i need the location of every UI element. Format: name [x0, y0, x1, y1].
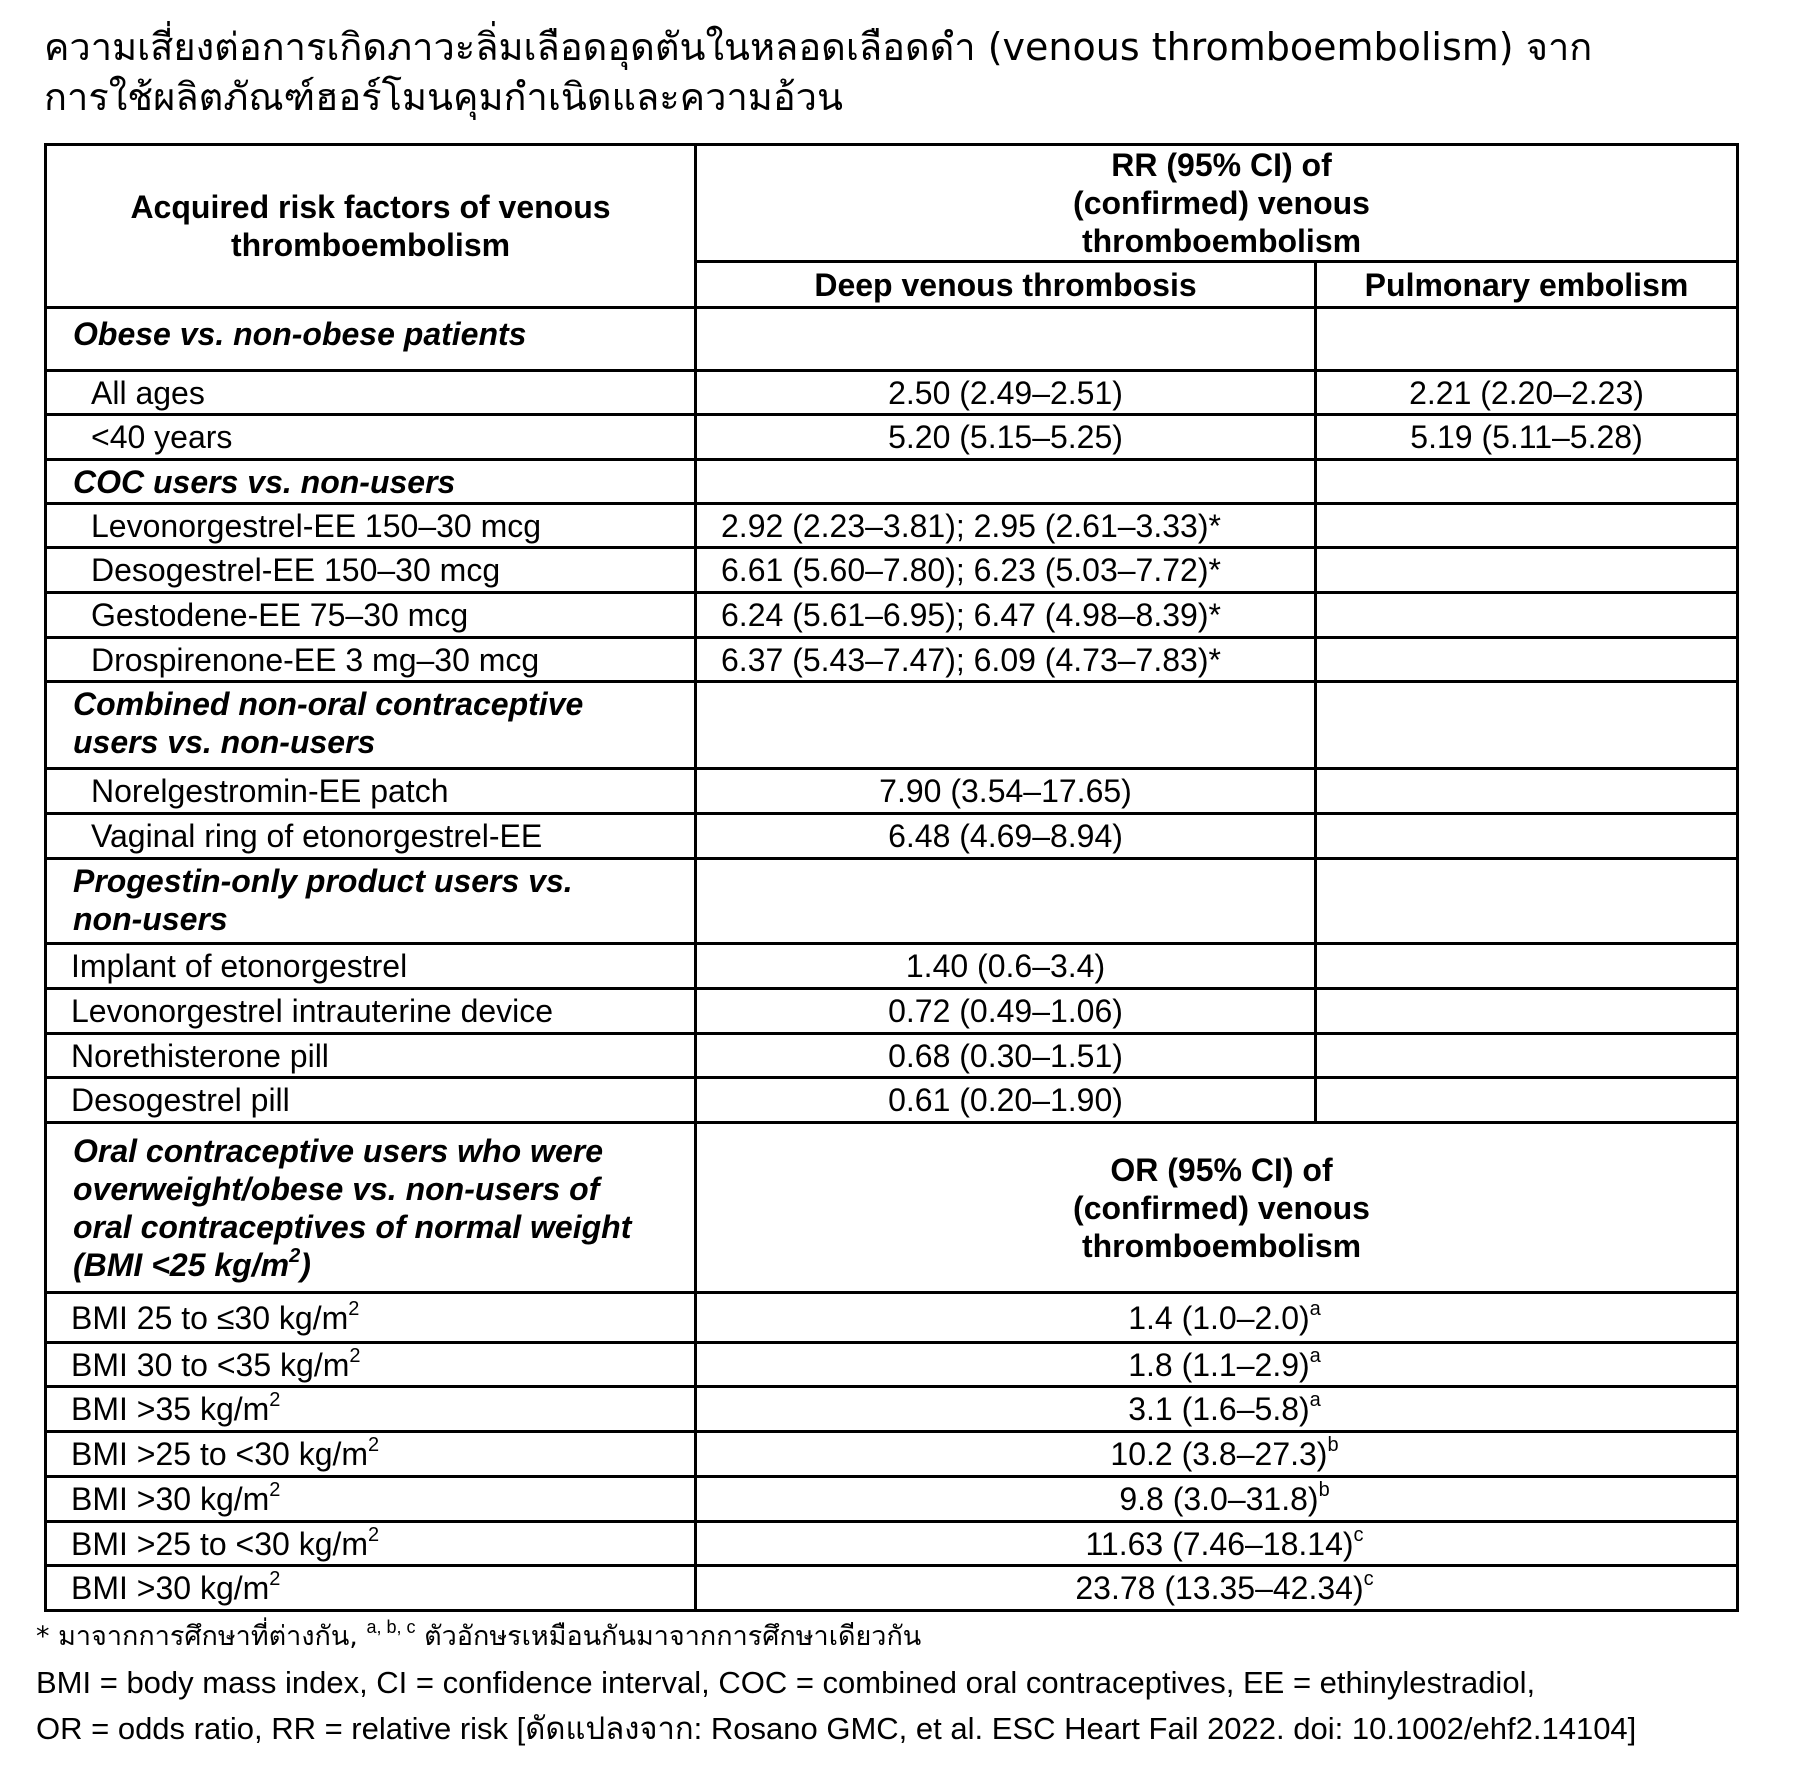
pe-value: [1316, 944, 1738, 989]
superscript: 2: [368, 1523, 380, 1546]
section-label-oral-bmi-text: Oral contraceptive users who were overweight/obese vs. non-users of oral contraceptives of normal weight (BMI <25 kg/m: [73, 1132, 632, 1283]
factor-text: BMI >30 kg/m: [71, 1570, 270, 1606]
pe-value: [1316, 548, 1738, 593]
or-value: [696, 1343, 1738, 1387]
or-text: 1.4 (1.0–2.0): [1128, 1299, 1310, 1336]
header-dvt: Deep venous thrombosis: [696, 262, 1316, 308]
dvt-value: 6.61 (5.60–7.80); 6.23 (5.03–7.72)*: [696, 548, 1316, 593]
or-value: [696, 1522, 1738, 1566]
factor-cell: Implant of etonorgestrel: [46, 944, 696, 989]
reference-mark: c: [1363, 1568, 1374, 1591]
empty-cell: [1316, 859, 1738, 944]
section-row: [46, 460, 1738, 504]
or-value: [696, 1566, 1738, 1611]
section-row: [46, 859, 1738, 944]
table-row: [46, 814, 1738, 859]
table-row: [46, 1293, 1738, 1343]
reference-mark: a: [1309, 1344, 1321, 1367]
factor-text: BMI 25 to ≤30 kg/m: [71, 1299, 349, 1336]
section-label-coc: COC users vs. non-users: [46, 460, 696, 504]
or-value: [696, 1293, 1738, 1343]
section-row: [46, 682, 1738, 769]
header-pe: Pulmonary embolism: [1316, 262, 1738, 308]
pe-value: [1316, 638, 1738, 682]
empty-cell: [1316, 308, 1738, 371]
factor-cell: [46, 1432, 696, 1477]
reference-mark: a: [1309, 1297, 1321, 1320]
dvt-value: 6.48 (4.69–8.94): [696, 814, 1316, 859]
header-or-group: OR (95% CI) of (confirmed) venous thromboembolism: [696, 1123, 1738, 1293]
factor-cell: [46, 1343, 696, 1387]
table-row: [46, 1477, 1738, 1522]
dvt-value: 6.37 (5.43–7.47); 6.09 (4.73–7.83)*: [696, 638, 1316, 682]
superscript: 2: [349, 1344, 361, 1367]
table-row: [46, 1522, 1738, 1566]
table-header-row: [46, 145, 1738, 262]
table-row: [46, 548, 1738, 593]
dvt-value: 6.24 (5.61–6.95); 6.47 (4.98–8.39)*: [696, 593, 1316, 638]
superscript: 2: [368, 1434, 380, 1457]
empty-cell: [696, 682, 1316, 769]
title-line-2: การใช้ผลิตภัณฑ์ฮอร์โมนคุมกำเนิดและความอ้วน: [44, 75, 843, 119]
factor-cell: Norethisterone pill: [46, 1034, 696, 1078]
table-row: [46, 638, 1738, 682]
factor-cell: All ages: [46, 371, 696, 415]
table-row: [46, 371, 1738, 415]
factor-text: BMI >25 to <30 kg/m: [71, 1525, 369, 1562]
section-label-obese: Obese vs. non-obese patients: [46, 308, 696, 371]
factor-cell: Desogestrel pill: [46, 1078, 696, 1123]
pe-value: 2.21 (2.20–2.23): [1316, 371, 1738, 415]
factor-cell: [46, 1566, 696, 1611]
or-text: 9.8 (3.0–31.8): [1119, 1481, 1319, 1517]
dvt-value: 2.92 (2.23–3.81); 2.95 (2.61–3.33)*: [696, 504, 1316, 548]
pe-value: [1316, 504, 1738, 548]
header-rr-group: RR (95% CI) of (confirmed) venous thromboembolism: [696, 145, 1738, 262]
table-row: [46, 1034, 1738, 1078]
dvt-value: 0.68 (0.30–1.51): [696, 1034, 1316, 1078]
empty-cell: [1316, 682, 1738, 769]
section-label-nonoral: Combined non-oral contraceptive users vs. non-users: [46, 682, 696, 769]
table-row: [46, 989, 1738, 1034]
footnote-same-study: ตัวอักษรเหมือนกันมาจากการศึกษาเดียวกัน: [424, 1621, 922, 1652]
dvt-value: 2.50 (2.49–2.51): [696, 371, 1316, 415]
reference-mark: c: [1353, 1523, 1364, 1546]
factor-cell: [46, 1522, 696, 1566]
or-value: [696, 1387, 1738, 1432]
empty-cell: [696, 460, 1316, 504]
pe-value: [1316, 769, 1738, 814]
pe-value: [1316, 989, 1738, 1034]
table-row: [46, 1343, 1738, 1387]
superscript: 2: [269, 1389, 281, 1412]
risk-factor-table: [44, 143, 1739, 1612]
or-text: 3.1 (1.6–5.8): [1128, 1391, 1310, 1427]
superscript: 2: [289, 1244, 301, 1267]
table-row: [46, 593, 1738, 638]
dvt-value: 1.40 (0.6–3.4): [696, 944, 1316, 989]
factor-cell: [46, 1293, 696, 1343]
page-title: [44, 22, 1764, 122]
factor-cell: [46, 1387, 696, 1432]
reference-mark: b: [1318, 1479, 1330, 1502]
factor-cell: Vaginal ring of etonorgestrel-EE: [46, 814, 696, 859]
dvt-value: 7.90 (3.54–17.65): [696, 769, 1316, 814]
pe-value: 5.19 (5.11–5.28): [1316, 415, 1738, 460]
table-row: [46, 415, 1738, 460]
footnote-star: * มาจากการศึกษาที่ต่างกัน,: [36, 1621, 358, 1652]
or-text: 11.63 (7.46–18.14): [1085, 1525, 1354, 1562]
footnote-abbreviations-1: BMI = body mass index, CI = confidence interval, COC = combined oral contraceptives, EE = ethinylestradiol,: [36, 1665, 1536, 1700]
table-row: [46, 1566, 1738, 1611]
section-label-oral-bmi-end: ): [300, 1246, 311, 1283]
table-row: [46, 504, 1738, 548]
or-value: [696, 1477, 1738, 1522]
table-row: [46, 1432, 1738, 1477]
empty-cell: [696, 308, 1316, 371]
reference-mark: a: [1309, 1389, 1321, 1412]
footnote-sources: [36, 1614, 1786, 1660]
or-text: 23.78 (13.35–42.34): [1075, 1570, 1364, 1606]
section-row: [46, 308, 1738, 371]
factor-text: BMI 30 to <35 kg/m: [71, 1346, 350, 1383]
table-row: [46, 1387, 1738, 1432]
factor-cell: <40 years: [46, 415, 696, 460]
header-risk-factors: Acquired risk factors of venous thromboembolism: [46, 145, 696, 308]
table-row: [46, 769, 1738, 814]
factor-cell: Norelgestromin-EE patch: [46, 769, 696, 814]
table-footnotes: [36, 1614, 1786, 1752]
footnote-abbreviations-2: OR = odds ratio, RR = relative risk [ดัดแปลงจาก: Rosano GMC, et al. ESC Heart Fail 2022. doi: 10.1002/ehf2.14104]: [36, 1711, 1637, 1746]
empty-cell: [1316, 460, 1738, 504]
factor-cell: Drospirenone-EE 3 mg–30 mcg: [46, 638, 696, 682]
factor-cell: Gestodene-EE 75–30 mcg: [46, 593, 696, 638]
section-label-progestin: Progestin-only product users vs. non-users: [46, 859, 696, 944]
section-row: [46, 1123, 1738, 1293]
pe-value: [1316, 1078, 1738, 1123]
pe-value: [1316, 593, 1738, 638]
factor-cell: Levonorgestrel-EE 150–30 mcg: [46, 504, 696, 548]
dvt-value: 0.61 (0.20–1.90): [696, 1078, 1316, 1123]
factor-text: BMI >30 kg/m: [71, 1481, 270, 1517]
reference-mark: b: [1327, 1434, 1339, 1457]
table-row: [46, 1078, 1738, 1123]
superscript: 2: [348, 1297, 360, 1320]
factor-cell: [46, 1477, 696, 1522]
or-text: 10.2 (3.8–27.3): [1110, 1436, 1328, 1472]
superscript: 2: [269, 1568, 281, 1591]
empty-cell: [696, 859, 1316, 944]
superscript: 2: [269, 1479, 281, 1502]
factor-cell: Levonorgestrel intrauterine device: [46, 989, 696, 1034]
or-text: 1.8 (1.1–2.9): [1128, 1346, 1310, 1383]
pe-value: [1316, 814, 1738, 859]
footnote-letters: a, b, c: [366, 1617, 416, 1637]
dvt-value: 0.72 (0.49–1.06): [696, 989, 1316, 1034]
pe-value: [1316, 1034, 1738, 1078]
table-row: [46, 944, 1738, 989]
dvt-value: 5.20 (5.15–5.25): [696, 415, 1316, 460]
title-line-1: ความเสี่ยงต่อการเกิดภาวะลิ่มเลือดอุดตันในหลอดเลือดดำ (venous thromboembolism) จาก: [44, 25, 1593, 69]
factor-text: BMI >25 to <30 kg/m: [71, 1436, 369, 1472]
section-label-oral-bmi: [46, 1123, 696, 1293]
factor-text: BMI >35 kg/m: [71, 1391, 270, 1427]
factor-cell: Desogestrel-EE 150–30 mcg: [46, 548, 696, 593]
or-value: [696, 1432, 1738, 1477]
